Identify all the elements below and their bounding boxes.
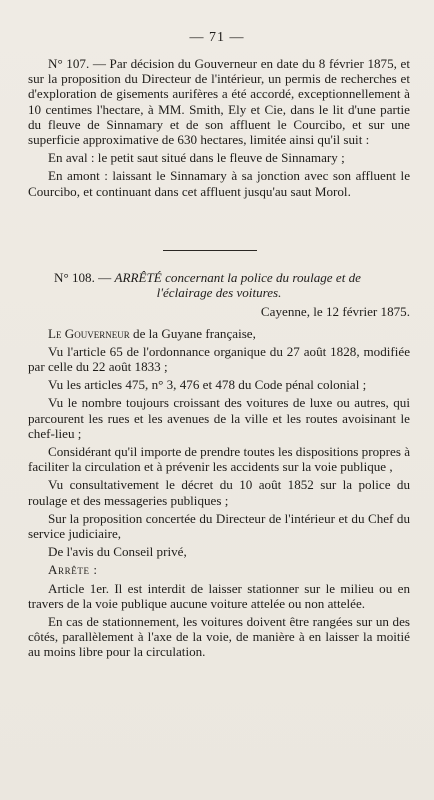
arrete-108: [28, 270, 410, 663]
arrete-title-word: ARRÊTÉ: [114, 270, 162, 285]
consideration: Sur la proposition concertée du Directeur de l'intérieur et du Chef du service judiciaire,: [28, 510, 410, 542]
consideration: Vu consultativement le décret du 10 août 1852 sur la police du roulage et des messageries publiques ;: [28, 477, 410, 508]
decision-107: [28, 56, 410, 202]
article: En cas de stationnement, les voitures doivent être rangées sur un des côtés, parallèlement à l'axe de la voie, de manière à en laisser la moitié au moins libre pour la circulation.: [28, 614, 410, 660]
consideration: De l'avis du Conseil privé,: [48, 544, 187, 560]
paragraph: En amont : laissant le Sinnamary à sa jonction avec son affluent le Courcibo, et continuant dans cet affluent jusqu'au saut Morol.: [28, 168, 410, 199]
arrete-heading: [28, 270, 410, 300]
consideration: Vu le nombre toujours croissant des voitures de luxe ou autres, qui parcourent les rues et les avenues de la ville et les routes avoisinant le chef-lieu ;: [28, 395, 410, 441]
authority-rest: de la Guyane française,: [133, 325, 256, 341]
dateline: Cayenne, le 12 février 1875.: [260, 304, 410, 320]
consideration: Vu l'article 65 de l'ordonnance organique du 27 août 1828, modifiée par celle du 22 août 1833 ;: [28, 343, 410, 375]
arrete-title-text: concernant la police du roulage et de: [165, 270, 361, 285]
authority-line: [28, 326, 410, 341]
page-number: — 71 —: [189, 30, 245, 45]
authority-title: Le Gouverneur: [48, 325, 130, 341]
arrete-number: N° 108. —: [54, 270, 112, 285]
paragraph: En aval : le petit saut situé dans le fleuve de Sinnamary ;: [48, 150, 345, 166]
article: Article 1er. Il est interdit de laisser stationner sur le milieu ou en travers de la voie publique aucune voiture attelée ou non attelée.: [28, 580, 410, 611]
paragraph: N° 107. — Par décision du Gouverneur en date du 8 février 1875, et sur la proposition du Directeur de l'intérieur, un permis de recherches et d'exploration de gisements aurifères a été accordé, exceptionnellement à 10 centimes l'hectare, à MM. Smith, Ely et Cie, dans le lit d'une partie du fleuve de Sinnamary et de son affluent le Courcibo, et sur une superficie approximative de 630 hectares, limitée ainsi qu'il suit :: [28, 56, 410, 148]
consideration: Considérant qu'il importe de prendre toutes les dispositions propres à faciliter la circulation et à prévenir les accidents sur la voie publique ,: [28, 444, 411, 475]
section-divider: [163, 250, 257, 251]
consideration: Vu les articles 475, n° 3, 476 et 478 du Code pénal colonial ;: [48, 377, 367, 393]
arrete-title-line2: l'éclairage des voitures.: [156, 285, 282, 301]
arrete-label: Arrête :: [48, 562, 98, 578]
